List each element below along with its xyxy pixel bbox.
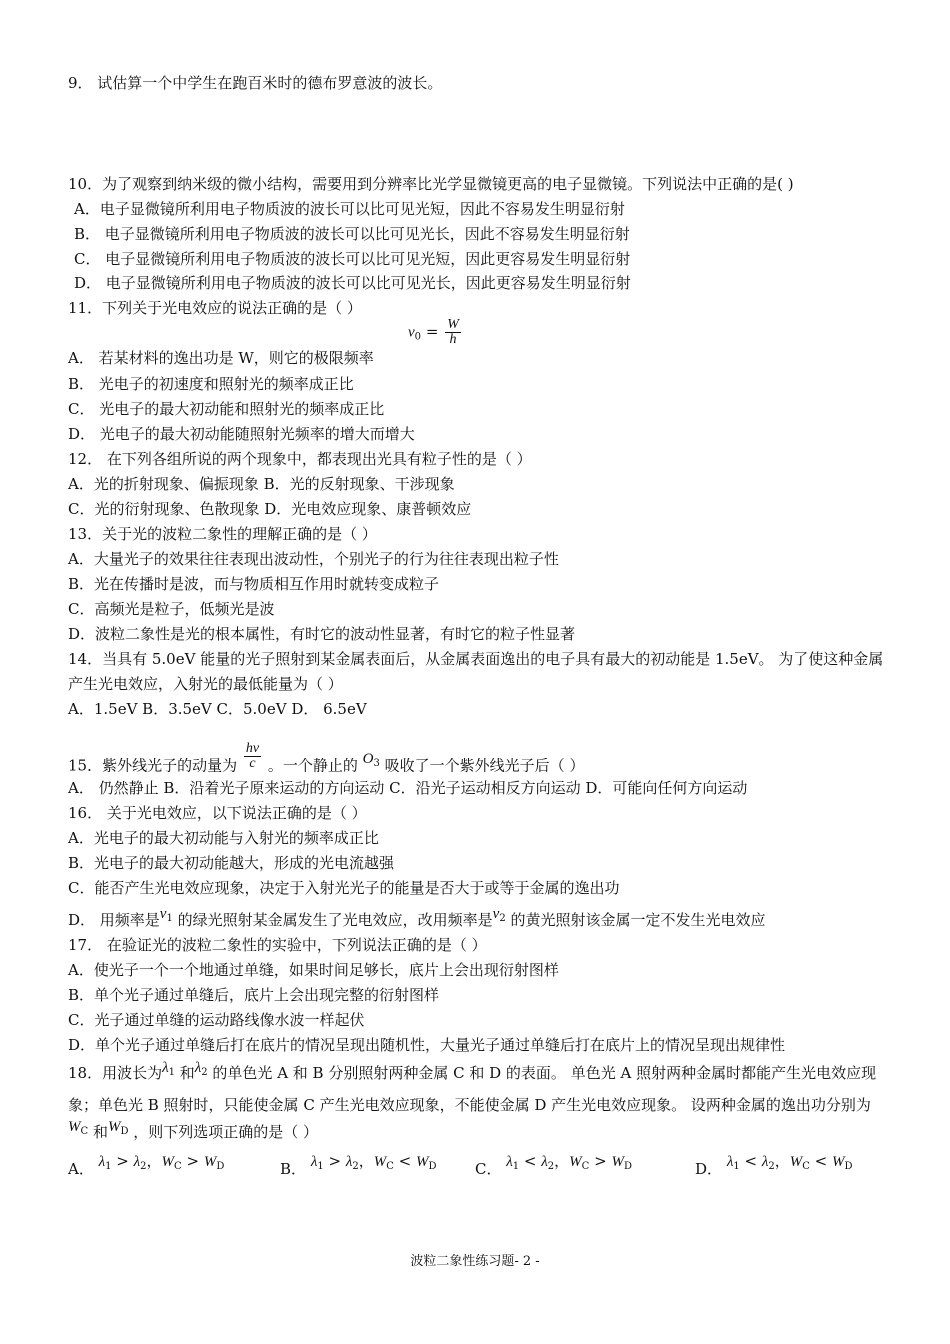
question-11-option-c: C． 光电子的最大初动能和照射光的频率成正比	[68, 400, 385, 418]
comma: ，	[774, 1152, 790, 1170]
o-symbol: O	[362, 750, 374, 767]
question-17-option-a: A．使光子一个一个地通过单缝，如果时间足够长，底片上会出现衍射图样	[68, 961, 559, 979]
q15-text-middle: 。一个静止的	[267, 756, 358, 775]
w-subscript: D	[844, 1161, 853, 1172]
w-subscript: C	[174, 1161, 182, 1172]
w-subscript: C	[386, 1161, 394, 1172]
option-d-text-middle: 的绿光照射某金属发生了光电效应，改用频率是	[177, 911, 493, 929]
w-over-h-fraction	[445, 318, 461, 347]
lambda-subscript: 2	[768, 1161, 775, 1172]
relation-sign: >	[594, 1152, 607, 1170]
option-relation	[99, 1152, 225, 1170]
lambda-symbol: λ	[162, 1060, 169, 1076]
lambda-subscript: 1	[168, 1067, 175, 1078]
equals-sign: =	[425, 322, 439, 341]
comma: ，	[554, 1152, 570, 1170]
option-relation	[506, 1152, 632, 1170]
o3-subscript: 3	[373, 757, 380, 769]
option-a-text: A． 若某材料的逸出功是 W，则它的极限频率	[68, 349, 374, 367]
question-10-stem: 10．为了观察到纳米级的微小结构，需要用到分辨率比光学显微镜更高的电子显微镜。下列说法中正确的是( )	[68, 175, 794, 193]
question-11-option-a	[68, 317, 888, 368]
relation-sign: >	[186, 1152, 200, 1170]
w-symbol: W	[203, 1154, 217, 1170]
relation-sign: <	[744, 1152, 758, 1170]
wd-symbol	[108, 1117, 129, 1135]
option-d-text-start: D． 用频率是	[68, 911, 160, 929]
question-14-stem: 14．当具有 5.0eV 能量的光子照射到某金属表面后，从金属表面逸出的电子具有最大的初动能是 1.5eV。 为了使这种金属产生光电效应，入射光的最低能量为（ ）	[68, 650, 884, 693]
lambda-subscript: 1	[317, 1161, 324, 1172]
nu-symbol: ν	[408, 324, 415, 341]
relation-sign: <	[523, 1152, 537, 1170]
question-13-option-d: D．波粒二象性是光的根本属性，有时它的波动性显著，有时它的粒子性显著	[68, 625, 576, 643]
lambda-subscript: 1	[105, 1161, 112, 1172]
lambda-subscript: 1	[512, 1161, 520, 1172]
lambda-symbol: λ	[133, 1154, 141, 1170]
lambda-symbol: λ	[98, 1154, 106, 1170]
w-subscript: D	[216, 1161, 225, 1172]
option-relation	[311, 1152, 437, 1170]
comma: ，	[146, 1152, 162, 1170]
fraction-denominator: c	[249, 756, 256, 771]
question-16-option-c: C．能否产生光电效应现象，决定于入射光光子的能量是否大于或等于金属的逸出功	[68, 879, 620, 897]
option-label: D．	[695, 1160, 723, 1178]
question-18-option-d	[695, 1152, 853, 1185]
q18-text-body: 的单色光 A 和 B 分别照射两种金属 C 和 D 的表面。 单色光 A 照射两种金属时都能产生光电效应现象；单色光 B 照射时，只能使金属 C 产生光电效应现象，不能使金属 D 产生光电效应现象。 设两种金属的逸出功分别为	[68, 1064, 877, 1114]
ozone-formula	[363, 749, 380, 767]
w-subscript: C	[80, 1126, 89, 1137]
lambda-symbol: λ	[194, 1060, 202, 1076]
option-label: B．	[280, 1160, 307, 1178]
w-subscript: D	[120, 1126, 129, 1137]
lambda-symbol: λ	[345, 1154, 353, 1170]
question-13-option-b: B．光在传播时是波，而与物质相互作用时就转变成粒子	[68, 575, 440, 593]
question-16-option-d	[68, 906, 888, 936]
page-footer: 波粒二象性练习题- 2 -	[410, 1254, 540, 1269]
question-17-stem: 17． 在验证光的波粒二象性的实验中，下列说法正确的是（ ）	[68, 936, 487, 954]
w-subscript: C	[802, 1161, 810, 1172]
question-18-option-a	[68, 1152, 225, 1185]
lambda-symbol: λ	[506, 1154, 513, 1170]
lambda-subscript: 2	[140, 1161, 147, 1172]
w-symbol: W	[789, 1154, 803, 1170]
question-17-option-d: D．单个光子通过单缝后打在底片的情况呈现出随机性，大量光子通过单缝后打在底片上的情况呈现出规律性	[68, 1036, 786, 1054]
w-symbol: W	[611, 1154, 624, 1170]
lambda-subscript: 1	[733, 1161, 740, 1172]
lambda2-symbol	[195, 1058, 208, 1076]
w-subscript: C	[581, 1161, 590, 1172]
question-11-option-b: B． 光电子的初速度和照射光的频率成正比	[68, 375, 354, 393]
wc-symbol	[68, 1117, 88, 1135]
question-17-option-c: C．光子通过单缝的运动路线像水波一样起伏	[68, 1011, 365, 1029]
question-9: 9． 试估算一个中学生在跑百米时的德布罗意波的波长。	[68, 74, 443, 92]
fraction-denominator: h	[449, 332, 457, 347]
relation-sign: >	[328, 1152, 342, 1170]
question-18-option-b	[280, 1152, 437, 1185]
lambda-subscript: 2	[547, 1161, 555, 1172]
question-12-stem: 12． 在下列各组所说的两个现象中，都表现出光具有粒子性的是（ ）	[68, 450, 532, 468]
w-symbol: W	[161, 1154, 175, 1170]
threshold-frequency-formula	[408, 318, 463, 348]
q18-and-2: 和	[92, 1123, 108, 1141]
q18-text-end: ，则下列选项正确的是（ ）	[133, 1123, 319, 1141]
nu2-symbol	[493, 904, 506, 922]
question-10-option-b: B． 电子显微镜所利用电子物质波的波长可以比可见光长，因此不容易发生明显衍射	[74, 225, 630, 243]
lambda-symbol: λ	[726, 1154, 734, 1170]
nu-subscript: 1	[166, 913, 173, 924]
question-10-option-c: C． 电子显微镜所利用电子物质波的波长可以比可见光短，因此更容易发生明显衍射	[74, 250, 631, 268]
lambda1-symbol	[162, 1058, 175, 1076]
question-18-option-c	[475, 1152, 632, 1185]
question-11-stem: 11．下列关于光电效应的说法正确的是（ ）	[68, 299, 362, 317]
question-17-option-b: B．单个光子通过单缝后，底片上会出现完整的衍射图样	[68, 986, 440, 1004]
w-symbol: W	[107, 1119, 121, 1135]
w-subscript: D	[623, 1161, 632, 1172]
question-16-stem: 16． 关于光电效应，以下说法正确的是（ ）	[68, 804, 367, 822]
lambda-subscript: 2	[201, 1067, 208, 1078]
w-symbol: W	[373, 1154, 387, 1170]
fraction-numerator: hν	[245, 741, 260, 756]
question-10-option-a: A．电子显微镜所利用电子物质波的波长可以比可见光短，因此不容易发生明显衍射	[74, 200, 625, 218]
w-subscript: D	[428, 1161, 437, 1172]
relation-sign: <	[398, 1152, 412, 1170]
q18-and: 和	[179, 1064, 195, 1082]
question-12-options-ab: A．光的折射现象、偏振现象 B．光的反射现象、干涉现象	[68, 475, 455, 493]
question-16-option-b: B．光电子的最大初动能越大，形成的光电流越强	[68, 854, 395, 872]
question-13-option-a: A．大量光子的效果往往表现出波动性，个别光子的行为往往表现出粒子性	[68, 550, 559, 568]
w-symbol: W	[569, 1154, 582, 1170]
nu-subscript: 0	[414, 331, 422, 343]
question-13-option-c: C．高频光是粒子，低频光是波	[68, 600, 275, 618]
fraction-numerator: W	[447, 317, 459, 332]
h-nu-over-c-fraction	[244, 742, 261, 771]
question-15-options: A． 仍然静止 B．沿着光子原来运动的方向运动 C．沿光子运动相反方向运动 D．可能向任何方向运动	[68, 779, 748, 797]
relation-sign: <	[814, 1152, 828, 1170]
q18-text-start: 18．用波长为	[68, 1064, 163, 1082]
q15-text-end: 吸收了一个紫外线光子后（ ）	[384, 756, 585, 775]
lambda-symbol: λ	[310, 1154, 318, 1170]
nu-symbol: ν	[492, 906, 500, 922]
question-16-option-a: A．光电子的最大初动能与入射光的频率成正比	[68, 829, 379, 847]
q15-text-start: 15．紫外线光子的动量为	[68, 756, 238, 775]
option-relation	[727, 1152, 853, 1170]
w-symbol: W	[68, 1119, 81, 1135]
question-18-stem	[68, 1060, 888, 1151]
relation-sign: >	[116, 1152, 129, 1170]
comma: ，	[358, 1152, 374, 1170]
question-14-options: A．1.5eV B．3.5eV C．5.0eV D． 6.5eV	[68, 700, 367, 718]
lambda-subscript: 2	[352, 1161, 359, 1172]
question-13-stem: 13．关于光的波粒二象性的理解正确的是（ ）	[68, 525, 377, 543]
w-symbol: W	[832, 1154, 845, 1170]
lambda-symbol: λ	[761, 1154, 769, 1170]
option-label: A．	[68, 1160, 94, 1178]
w-symbol: W	[416, 1154, 429, 1170]
question-11-option-d: D． 光电子的最大初动能随照射光频率的增大而增大	[68, 425, 415, 443]
option-d-text-end: 的黄光照射该金属一定不发生光电效应	[510, 911, 766, 929]
nu-subscript: 2	[499, 913, 506, 924]
lambda-symbol: λ	[541, 1154, 548, 1170]
option-label: C．	[475, 1160, 502, 1178]
nu-symbol: ν	[159, 906, 167, 922]
nu1-symbol	[160, 904, 173, 922]
question-10-option-d: D． 电子显微镜所利用电子物质波的波长可以比可见光长，因此更容易发生明显衍射	[74, 274, 631, 292]
question-12-options-cd: C．光的衍射现象、色散现象 D．光电效应现象、康普顿效应	[68, 500, 472, 518]
